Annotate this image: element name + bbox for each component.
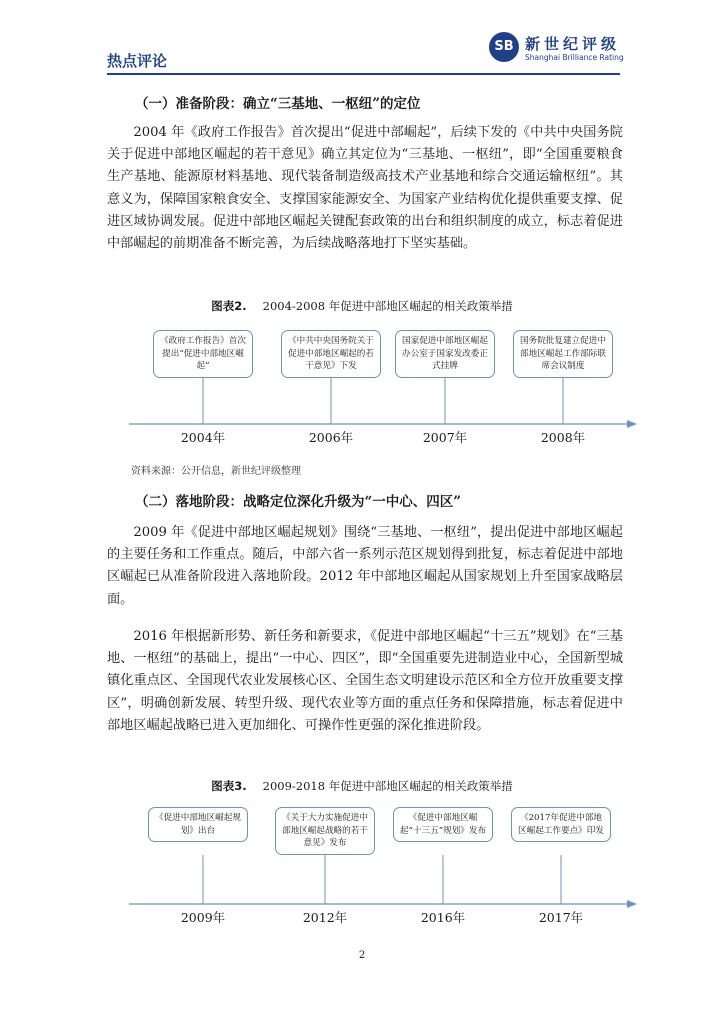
axis-arrow bbox=[627, 420, 637, 428]
year-label: 2008年 bbox=[540, 430, 586, 445]
event-box: 《2017年促进中部地区崛起工作要点》印发 bbox=[511, 807, 611, 842]
figure3-caption bbox=[0, 778, 724, 794]
section2-paragraph2: 2016 年根据新形势、新任务和新要求，《促进中部地区崛起“十三五”规划》在“三基地、一枢纽”的基础上，提出“一中心、四区”，即“全国重要先进制造业中心，全国新型城镇化重点区、全国现代农业发展核心区、全国生态文明建设示范区和全方位开放重要支撑区”，明确创新发展、转型升级、现代农业等方面的重点任务和保障措施，标志着促进中部地区崛起战略已进入更加细化、可操作性更强的深化推进阶段。 bbox=[107, 629, 623, 733]
event-box: 《促进中部地区崛起“十三五”规划》发布 bbox=[393, 807, 493, 842]
figure2-timeline bbox=[123, 322, 637, 447]
event-box: 《促进中部地区崛起规划》出台 bbox=[148, 807, 248, 842]
year-label: 2017年 bbox=[538, 910, 584, 925]
event-box: 《中共中央国务院关于促进中部地区崛起的若干意见》下发 bbox=[281, 330, 381, 378]
figure3-timeline bbox=[123, 802, 637, 927]
section-title: 热点评论 bbox=[107, 52, 168, 70]
event-box: 国务院批复建立促进中部地区崛起工作部际联席会议制度 bbox=[513, 330, 613, 378]
section2-heading: （二）落地阶段：战略定位深化升级为“一中心、四区” bbox=[135, 494, 462, 510]
year-label: 2009年 bbox=[180, 910, 226, 925]
logo-mark: SB bbox=[489, 32, 519, 62]
logo bbox=[489, 32, 624, 68]
logo-english: Shanghai Brilliance Rating bbox=[525, 53, 624, 62]
header-divider bbox=[107, 73, 620, 75]
year-label: 2016年 bbox=[420, 910, 466, 925]
figure2-title: 2004-2008 年促进中部地区崛起的相关政策举措 bbox=[262, 299, 513, 313]
figure3-label: 图表3. bbox=[211, 779, 247, 793]
year-label: 2007年 bbox=[422, 430, 468, 445]
event-box: 《关于大力实施促进中部地区崛起战略的若干意见》发布 bbox=[275, 807, 375, 855]
year-label: 2004年 bbox=[180, 430, 226, 445]
event-box: 《政府工作报告》首次提出“促进中部地区崛起” bbox=[153, 330, 253, 378]
logo-chinese: 新世纪评级 bbox=[525, 35, 621, 53]
figure3-title: 2009-2018 年促进中部地区崛起的相关政策举措 bbox=[262, 779, 513, 793]
figure2-source: 资料来源：公开信息，新世纪评级整理 bbox=[131, 466, 301, 477]
axis-arrow bbox=[627, 900, 637, 908]
section1-paragraph: 2004 年《政府工作报告》首次提出“促进中部崛起”，后续下发的《中共中央国务院关于促进中部地区崛起的若干意见》确立其定位为“三基地、一枢纽”，即“全国重要粮食生产基地、能源原材料基地、现代装备制造级高技术产业基地和综合交通运输枢纽”。其意义为，保障国家粮食安全、支撑国家能源安全、为国家产业结构优化提供重要支撑、促进区域协调发展。促进中部地区崛起关键配套政策的出台和组织制度的成立，标志着促进中部崛起的前期准备不断完善，为后续战略落地打下坚实基础。 bbox=[107, 125, 623, 252]
figure2-caption bbox=[0, 298, 724, 314]
year-label: 2006年 bbox=[308, 430, 354, 445]
page-number: 2 bbox=[358, 950, 366, 961]
section2-paragraph1: 2009 年《促进中部地区崛起规划》围绕“三基地、一枢纽”，提出促进中部地区崛起的主要任务和工作重点。随后，中部六省一系列示范区规划得到批复，标志着促进中部地区崛起已从准备阶段进入落地阶段。2012 年中部地区崛起从国家规划上升至国家战略层面。 bbox=[107, 525, 623, 607]
event-box: 国家促进中部地区崛起办公室于国家发改委正式挂牌 bbox=[395, 330, 495, 378]
year-label: 2012年 bbox=[302, 910, 348, 925]
figure2-label: 图表2. bbox=[211, 299, 247, 313]
section1-heading: （一）准备阶段：确立“三基地、一枢纽”的定位 bbox=[135, 96, 421, 112]
